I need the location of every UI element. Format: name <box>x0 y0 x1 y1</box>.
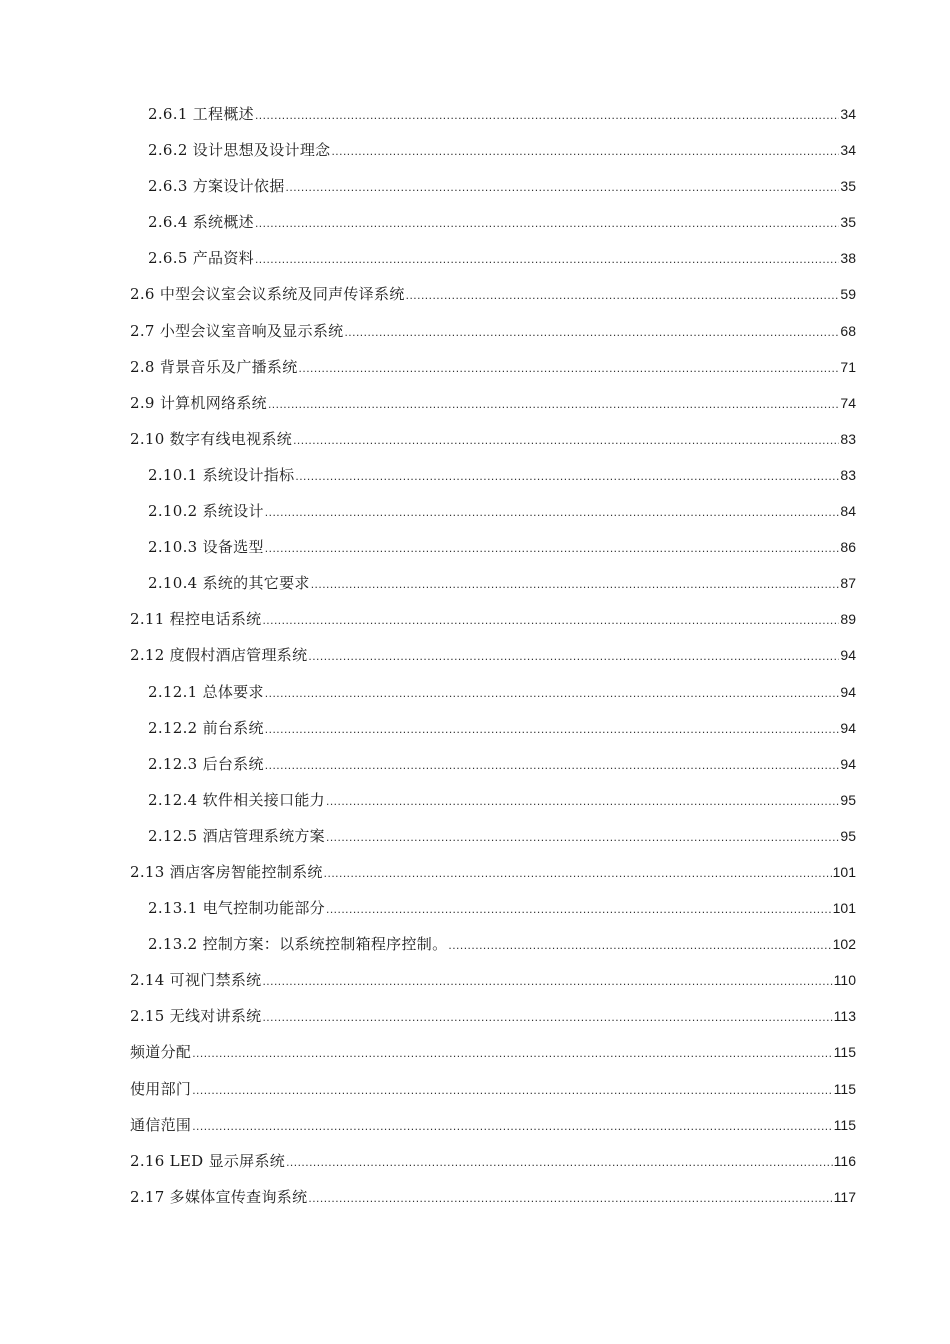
toc-entry-page-number: 71 <box>840 358 856 375</box>
toc-entry-title: 2.13.2 控制方案：以系统控制箱程序控制。 <box>148 935 448 954</box>
toc-entry-page-number: 74 <box>840 394 856 411</box>
toc-entry-title: 2.8 背景音乐及广播系统 <box>130 357 298 376</box>
toc-entry-page-number: 68 <box>840 322 856 339</box>
toc-entry[interactable] <box>130 637 856 673</box>
toc-entry-page-number: 83 <box>840 466 856 483</box>
toc-dot-leader <box>286 169 840 205</box>
toc-entry[interactable] <box>130 962 856 998</box>
toc-dot-leader <box>295 458 839 494</box>
toc-entry[interactable] <box>130 746 856 782</box>
toc-entry-page-number: 38 <box>840 250 856 267</box>
toc-dot-leader <box>311 566 840 602</box>
toc-entry[interactable] <box>130 818 856 854</box>
toc-dot-leader <box>326 819 839 855</box>
toc-dot-leader <box>326 783 839 819</box>
toc-entry[interactable] <box>130 710 856 746</box>
toc-entry-page-number: 35 <box>840 214 856 231</box>
toc-entry-title: 2.13.1 电气控制功能部分 <box>148 899 325 918</box>
toc-entry-title: 频道分配 <box>130 1043 192 1062</box>
toc-entry[interactable] <box>130 565 856 601</box>
toc-entry-page-number: 116 <box>833 1152 856 1169</box>
toc-dot-leader <box>255 97 839 133</box>
toc-entry-title: 使用部门 <box>130 1079 192 1098</box>
toc-entry[interactable] <box>130 529 856 565</box>
toc-entry-page-number: 86 <box>840 539 856 556</box>
toc-entry-title: 2.10.4 系统的其它要求 <box>148 574 310 593</box>
toc-entry-page-number: 94 <box>840 683 856 700</box>
toc-entry-title: 2.6.3 方案设计依据 <box>148 177 285 196</box>
toc-entry-page-number: 115 <box>833 1116 856 1133</box>
toc-dot-leader <box>265 747 840 783</box>
toc-entry-title: 2.11 程控电话系统 <box>130 610 262 629</box>
toc-entry[interactable] <box>130 1034 856 1070</box>
toc-entry-title: 2.7 小型会议室音响及显示系统 <box>130 321 344 340</box>
toc-entry-title: 2.6.2 设计思想及设计理念 <box>148 141 331 160</box>
toc-entry-title: 2.6.5 产品资料 <box>148 249 254 268</box>
toc-dot-leader <box>192 1072 832 1108</box>
toc-entry[interactable] <box>130 96 856 132</box>
toc-entry-title: 2.12.1 总体要求 <box>148 682 264 701</box>
toc-dot-leader <box>299 350 840 386</box>
toc-entry-page-number: 101 <box>832 863 856 880</box>
toc-entry[interactable] <box>130 782 856 818</box>
toc-dot-leader <box>331 133 839 169</box>
toc-dot-leader <box>344 314 839 350</box>
toc-entry-title: 2.12.5 酒店管理系统方案 <box>148 826 325 845</box>
toc-entry-title: 2.12.2 前台系统 <box>148 718 264 737</box>
toc-entry[interactable] <box>130 313 856 349</box>
toc-entry[interactable] <box>130 349 856 385</box>
toc-entry-page-number: 115 <box>833 1044 856 1061</box>
toc-entry[interactable] <box>130 457 856 493</box>
toc-entry-page-number: 94 <box>840 719 856 736</box>
toc-dot-leader <box>255 241 839 277</box>
toc-dot-leader <box>262 999 832 1035</box>
toc-entry[interactable] <box>130 926 856 962</box>
toc-entry-page-number: 89 <box>840 611 856 628</box>
toc-entry[interactable] <box>130 421 856 457</box>
toc-entry-page-number: 59 <box>840 286 856 303</box>
toc-dot-leader <box>265 530 840 566</box>
toc-entry-page-number: 95 <box>840 827 856 844</box>
toc-dot-leader <box>262 602 839 638</box>
toc-entry-page-number: 95 <box>840 791 856 808</box>
toc-entry-title: 2.17 多媒体宣传查询系统 <box>130 1187 308 1206</box>
toc-entry[interactable] <box>130 890 856 926</box>
toc-dot-leader <box>192 1108 832 1144</box>
toc-dot-leader <box>268 386 839 422</box>
toc-entry[interactable] <box>130 674 856 710</box>
toc-dot-leader <box>448 927 831 963</box>
toc-entry[interactable] <box>130 493 856 529</box>
toc-dot-leader <box>286 1144 833 1180</box>
toc-entry[interactable] <box>130 240 856 276</box>
toc-entry[interactable] <box>130 1107 856 1143</box>
toc-dot-leader <box>255 205 839 241</box>
toc-entry-page-number: 110 <box>833 972 856 989</box>
toc-entry[interactable] <box>130 1071 856 1107</box>
toc-dot-leader <box>265 675 840 711</box>
toc-entry[interactable] <box>130 601 856 637</box>
table-of-contents <box>130 96 856 1215</box>
toc-entry-title: 2.10.3 设备选型 <box>148 538 264 557</box>
toc-entry-title: 2.15 无线对讲系统 <box>130 1007 262 1026</box>
toc-entry-page-number: 84 <box>840 503 856 520</box>
toc-dot-leader <box>192 1035 832 1071</box>
toc-entry-title: 2.12 度假村酒店管理系统 <box>130 646 308 665</box>
toc-entry-page-number: 34 <box>840 106 856 122</box>
toc-entry-page-number: 34 <box>840 142 856 159</box>
toc-entry-title: 2.10.1 系统设计指标 <box>148 465 295 484</box>
toc-entry-page-number: 101 <box>832 900 856 917</box>
toc-entry-title: 2.16 LED 显示屏系统 <box>130 1151 286 1170</box>
toc-entry[interactable] <box>130 204 856 240</box>
toc-entry-page-number: 102 <box>832 936 856 953</box>
toc-entry-page-number: 94 <box>840 647 856 664</box>
toc-entry-title: 2.6.4 系统概述 <box>148 213 254 232</box>
toc-dot-leader <box>293 422 839 458</box>
toc-dot-leader <box>265 494 840 530</box>
toc-dot-leader <box>308 638 839 674</box>
toc-entry-page-number: 35 <box>840 178 856 195</box>
toc-entry-title: 2.10.2 系统设计 <box>148 502 264 521</box>
toc-entry[interactable] <box>130 276 856 312</box>
toc-entry-title: 2.6.1 工程概述 <box>148 105 254 123</box>
toc-entry[interactable] <box>130 1143 856 1179</box>
toc-entry[interactable] <box>130 854 856 890</box>
toc-dot-leader <box>308 1180 832 1216</box>
toc-entry[interactable] <box>130 168 856 204</box>
toc-entry-page-number: 83 <box>840 430 856 447</box>
toc-dot-leader <box>324 855 832 891</box>
toc-entry-title: 2.6 中型会议室会议系统及同声传译系统 <box>130 285 405 304</box>
toc-entry-title: 2.12.4 软件相关接口能力 <box>148 790 325 809</box>
toc-entry-title: 2.13 酒店客房智能控制系统 <box>130 862 323 881</box>
toc-entry[interactable] <box>130 998 856 1034</box>
toc-entry[interactable] <box>130 385 856 421</box>
toc-dot-leader <box>326 891 832 927</box>
toc-entry-title: 2.9 计算机网络系统 <box>130 393 267 412</box>
toc-entry-title: 2.12.3 后台系统 <box>148 754 264 773</box>
toc-entry[interactable] <box>130 132 856 168</box>
toc-entry-title: 2.10 数字有线电视系统 <box>130 429 293 448</box>
toc-entry-page-number: 87 <box>840 575 856 592</box>
toc-entry-page-number: 117 <box>833 1188 856 1205</box>
toc-entry-page-number: 94 <box>840 755 856 772</box>
toc-dot-leader <box>406 277 840 313</box>
toc-entry-page-number: 115 <box>833 1080 856 1097</box>
toc-dot-leader <box>265 711 840 747</box>
toc-dot-leader <box>262 963 832 999</box>
toc-entry-page-number: 113 <box>833 1008 856 1025</box>
toc-entry[interactable] <box>130 1179 856 1215</box>
toc-entry-title: 通信范围 <box>130 1115 192 1134</box>
toc-entry-title: 2.14 可视门禁系统 <box>130 971 262 990</box>
